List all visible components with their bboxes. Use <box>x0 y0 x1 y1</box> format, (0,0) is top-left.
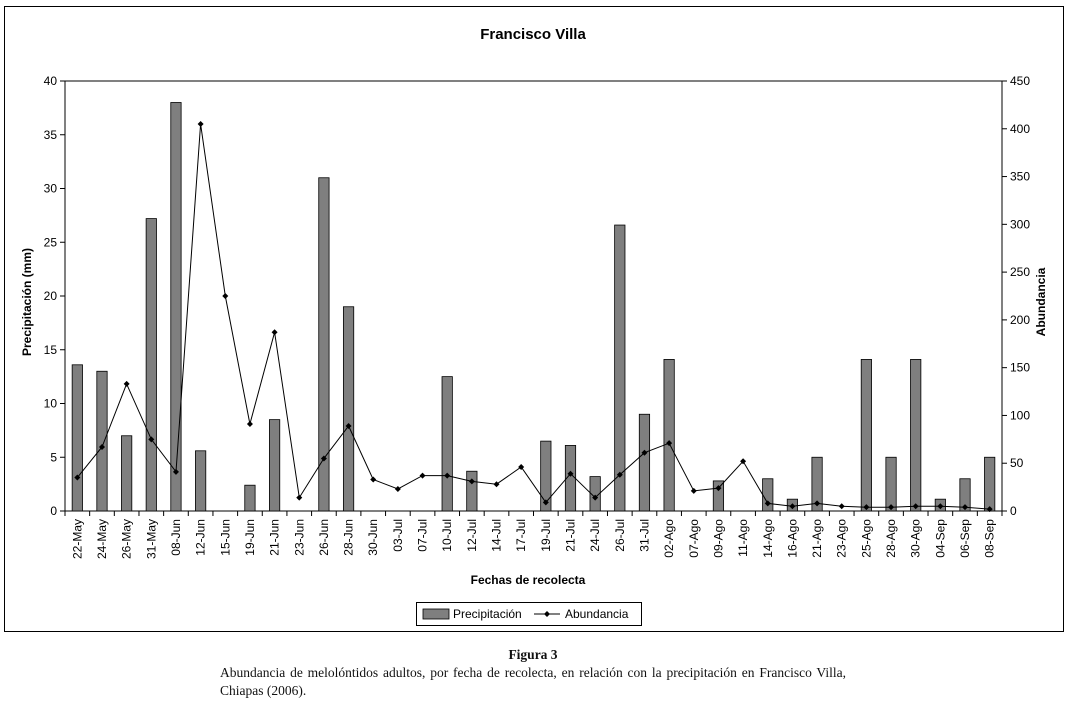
x-tick-label: 23-Ago <box>834 519 849 558</box>
x-tick-label: 02-Ago <box>662 519 677 558</box>
legend-label-precipitacion: Precipitación <box>453 607 522 621</box>
y-axis-label: Precipitación (mm) <box>20 247 34 357</box>
figure-caption <box>220 646 846 700</box>
y-tick-label: 35 <box>43 127 57 142</box>
x-tick-label: 14-Ago <box>760 519 775 558</box>
x-tick-label: 25-Ago <box>859 519 874 558</box>
x-tick-label: 11-Ago <box>736 519 751 557</box>
bar-precipitacion <box>146 219 156 511</box>
legend-label-abundancia: Abundancia <box>565 607 629 621</box>
bar-precipitacion <box>72 365 82 511</box>
x-tick-label: 24-May <box>94 519 109 560</box>
bar-precipitacion <box>861 359 871 511</box>
y-tick-label: 40 <box>43 74 57 88</box>
x-axis-label: Fechas de recolecta <box>470 573 586 587</box>
x-tick-label: 14-Jul <box>489 519 504 552</box>
bar-precipitacion <box>467 471 477 511</box>
bar-precipitacion <box>269 420 279 511</box>
x-tick-label: 09-Ago <box>711 519 726 558</box>
x-tick-label: 17-Jul <box>514 519 529 552</box>
x-tick-label: 10-Jul <box>440 519 455 552</box>
caption-title: Figura 3 <box>508 647 558 662</box>
y2-tick-label: 150 <box>1010 360 1031 375</box>
chart-border <box>5 7 1064 632</box>
x-tick-label: 30-Ago <box>908 519 923 558</box>
bar-precipitacion <box>343 307 353 511</box>
bar-precipitacion <box>97 371 107 511</box>
legend-bar-swatch <box>423 609 449 619</box>
x-tick-label: 08-Jun <box>168 519 183 556</box>
x-tick-label: 19-Jun <box>242 519 257 556</box>
y2-tick-label: 250 <box>1010 265 1031 280</box>
y-tick-label: 20 <box>43 289 57 303</box>
x-tick-label: 31-May <box>144 519 159 560</box>
bar-precipitacion <box>664 359 674 511</box>
x-tick-label: 21-Jun <box>267 519 282 556</box>
x-tick-label: 30-Jun <box>366 519 381 556</box>
y2-tick-label: 450 <box>1010 74 1031 88</box>
y2-tick-label: 350 <box>1010 169 1031 184</box>
bar-precipitacion <box>615 225 625 511</box>
x-tick-label: 31-Jul <box>637 519 652 552</box>
x-tick-label: 15-Jun <box>218 519 233 556</box>
x-tick-label: 21-Ago <box>810 519 825 558</box>
x-tick-label: 06-Sep <box>958 519 973 558</box>
y2-tick-label: 50 <box>1010 456 1024 471</box>
x-tick-label: 03-Jul <box>390 519 405 552</box>
chart-frame <box>4 6 1064 632</box>
bar-precipitacion <box>639 414 649 511</box>
chart <box>4 6 1064 632</box>
y2-tick-label: 300 <box>1010 217 1031 232</box>
y-tick-label: 30 <box>43 181 57 196</box>
x-tick-label: 19-Jul <box>538 519 553 552</box>
bar-precipitacion <box>886 457 896 511</box>
x-tick-label: 28-Jun <box>341 519 356 556</box>
x-tick-label: 23-Jun <box>292 519 307 556</box>
bar-precipitacion <box>911 359 921 511</box>
x-tick-label: 07-Jul <box>415 519 430 552</box>
x-tick-label: 24-Jul <box>588 519 603 552</box>
y-tick-label: 0 <box>50 504 57 518</box>
y2-tick-label: 400 <box>1010 121 1031 136</box>
x-tick-label: 26-Jul <box>612 519 627 552</box>
x-tick-label: 08-Sep <box>982 519 997 558</box>
legend <box>417 603 642 626</box>
chart-title: Francisco Villa <box>480 26 586 43</box>
x-tick-label: 21-Jul <box>563 519 578 552</box>
x-tick-label: 07-Ago <box>686 519 701 558</box>
y2-axis-label: Abundancia <box>1034 267 1048 337</box>
x-tick-label: 12-Jul <box>464 519 479 552</box>
x-tick-label: 26-May <box>119 519 134 560</box>
bar-precipitacion <box>171 103 181 512</box>
y2-tick-label: 200 <box>1010 312 1031 327</box>
bar-precipitacion <box>984 457 994 511</box>
y2-tick-label: 0 <box>1010 504 1017 518</box>
x-tick-label: 12-Jun <box>193 519 208 556</box>
bar-precipitacion <box>121 436 131 511</box>
caption-text: Abundancia de melolóntidos adultos, por fecha de recolecta, en relación con la precipitación en Francisco Villa, Chiapas (2006). <box>220 665 846 698</box>
y-tick-label: 10 <box>43 396 57 411</box>
x-tick-label: 28-Ago <box>884 519 899 558</box>
y2-tick-label: 100 <box>1010 408 1031 423</box>
y-tick-label: 25 <box>43 235 57 250</box>
bar-precipitacion <box>245 485 255 511</box>
x-tick-label: 22-May <box>70 519 85 560</box>
bar-precipitacion <box>442 377 452 511</box>
y-tick-label: 5 <box>50 450 57 465</box>
bar-precipitacion <box>195 451 205 511</box>
x-tick-label: 04-Sep <box>933 519 948 558</box>
x-tick-label: 26-Jun <box>316 519 331 556</box>
x-tick-label: 16-Ago <box>785 519 800 558</box>
y-tick-label: 15 <box>43 342 57 357</box>
